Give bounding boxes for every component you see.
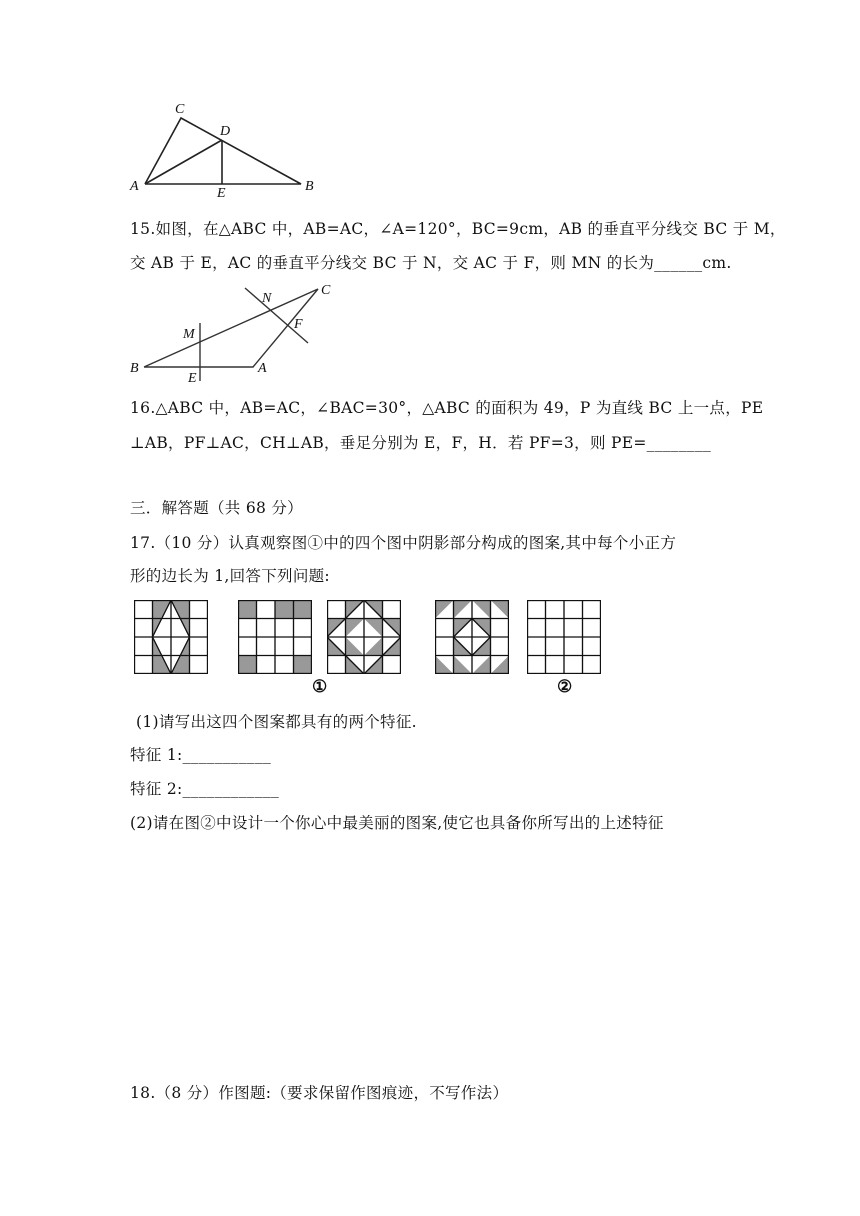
- pattern-grid-1: [134, 600, 208, 674]
- q16-text-line1: 16.△ABC 中，AB=AC，∠BAC=30°，△ABC 的面积为 49，P 为直线 BC 上一点，PE: [130, 399, 764, 417]
- pattern-grid-2: [238, 600, 312, 674]
- figure-label-2: ②: [557, 677, 573, 697]
- q14-label-b: B: [305, 179, 314, 194]
- pattern-grid-blank[interactable]: [527, 600, 601, 674]
- q16-text-line2: ⊥AB，PF⊥AC，CH⊥AB，垂足分别为 E，F，H．若 PF=3，则 PE=________: [130, 434, 712, 452]
- q14-label-d: D: [220, 124, 231, 139]
- q17-text-line1: 17.（10 分）认真观察图①中的四个图中阴影部分构成的图案,其中每个小正方: [130, 534, 677, 552]
- figure-label-1: ①: [312, 677, 328, 697]
- q15-label-c: C: [321, 283, 331, 298]
- q15-text-line2: 交 AB 于 E，AC 的垂直平分线交 BC 于 N，交 AC 于 F，则 MN 的长为______cm.: [130, 254, 732, 272]
- q14-label-a: A: [130, 179, 139, 194]
- q15-label-n: N: [262, 291, 272, 306]
- q17-text-line2: 形的边长为 1,回答下列问题:: [130, 567, 330, 585]
- q17-part2: (2)请在图②中设计一个你心中最美丽的图案,使它也具备你所写出的上述特征: [130, 814, 664, 832]
- pattern-grid-3: [327, 600, 401, 674]
- pattern-grid-4: [435, 600, 509, 674]
- q14-label-c: C: [175, 102, 185, 117]
- q17-part1: (1)请写出这四个图案都具有的两个特征.: [136, 713, 417, 731]
- q15-label-m: M: [183, 327, 195, 342]
- q15-label-e: E: [188, 371, 197, 386]
- q18-text-line1: 18.（8 分）作图题:（要求保留作图痕迹，不写作法）: [130, 1084, 509, 1102]
- q17-feature1: 特征 1:___________: [130, 746, 272, 764]
- section-3-heading: 三．解答题（共 68 分）: [130, 499, 303, 517]
- q15-label-b: B: [130, 361, 139, 376]
- q14-figure: [125, 98, 325, 198]
- q14-label-e: E: [217, 186, 226, 198]
- q15-figure: [128, 280, 348, 386]
- q15-label-f: F: [294, 317, 303, 332]
- q17-feature2: 特征 2:____________: [130, 780, 280, 798]
- q15-text-line1: 15.如图，在△ABC 中，AB=AC，∠A=120°，BC=9cm，AB 的垂直平分线交 BC 于 M，: [130, 220, 786, 238]
- q15-label-a: A: [258, 361, 267, 376]
